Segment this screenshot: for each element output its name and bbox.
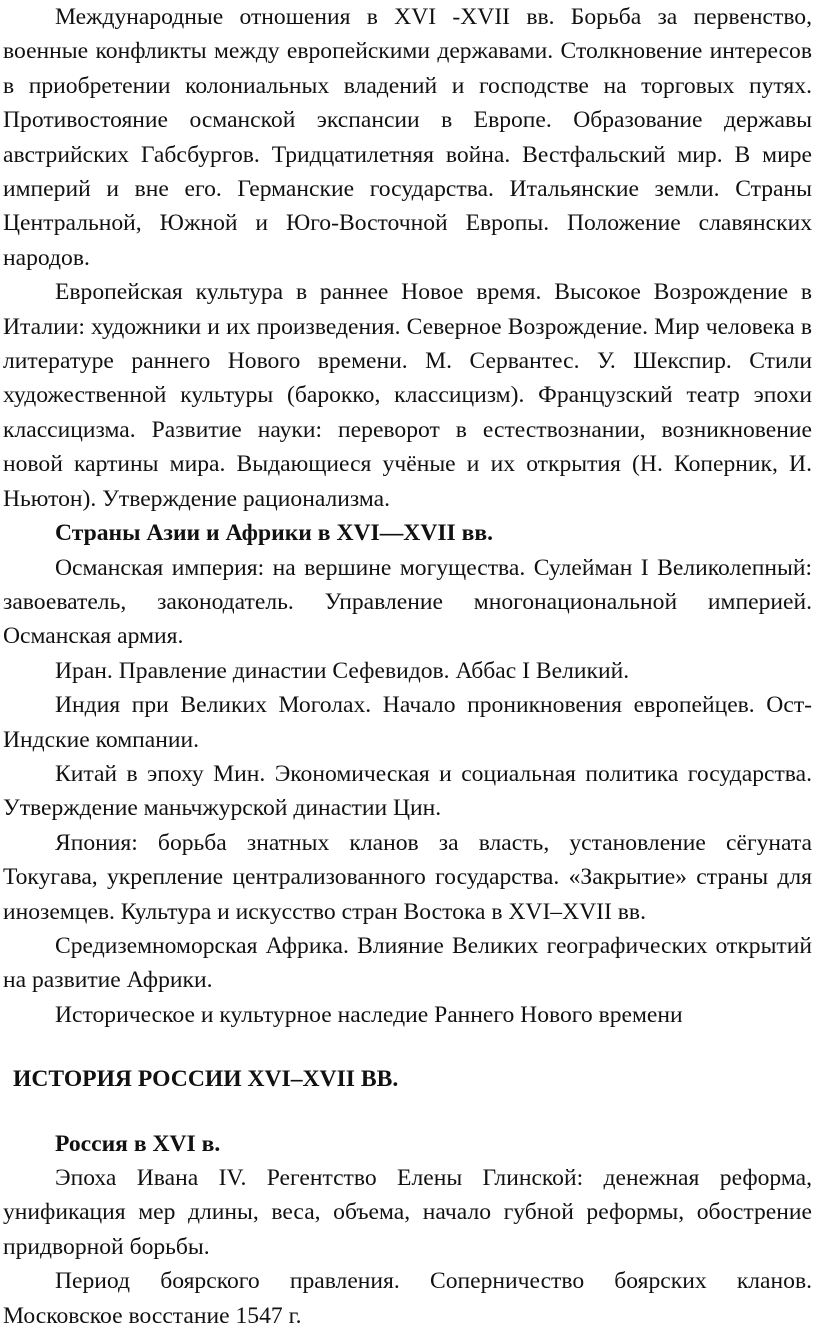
paragraph-india: Индия при Великих Моголах. Начало проникновения европейцев. Ост-Индские компании.	[3, 692, 812, 753]
heading-asia-africa: Страны Азии и Африки в XVI—XVII вв.	[55, 520, 494, 547]
paragraph-iran: Иран. Правление династии Сефевидов. Аббас I Великий.	[55, 657, 630, 684]
paragraph-china: Китай в эпоху Мин. Экономическая и социальная политика государства. Утверждение маньчжурской династии Цин.	[3, 760, 812, 822]
paragraph-boyar-rule: Период боярского правления. Соперничество боярских кланов. Московское восстание 1547 г.	[3, 1268, 812, 1329]
paragraph-heritage: Историческое и культурное наследие Раннего Нового времени	[55, 1001, 683, 1028]
paragraph-european-culture: Европейская культура в раннее Новое время. Высокое Возрождение в Италии: художники и их произведения. Северное Возрождение. Мир человека в литературе раннего Нового времени. М. Сервантес. У. Шекспир. Стили художественной культуры (барокко, классицизм). Французский театр эпохи классицизма. Развитие науки: переворот в естествознании, возникновение новой картины мира. Выдающиеся учёные и их открытия (Н. Коперник, И. Ньютон). Утверждение рационализма.	[3, 279, 812, 512]
paragraph-ivan-iv: Эпоха Ивана IV. Регентство Елены Глинской: денежная реформа, унификация мер длины, веса, объема, начало губной реформы, обострение придворной борьбы.	[3, 1165, 812, 1260]
section-title-russia-history: ИСТОРИЯ РОССИИ XVI–XVII ВВ.	[13, 1066, 399, 1093]
paragraph-international-relations: Международные отношения в XVI -XVII вв. Борьба за первенство, военные конфликты между европейскими державами. Столкновение интересов в приобретении колониальных владений и господстве на торговых путях. Противостояние османской экспансии в Европе. Образование державы австрийских Габсбургов. Тридцатилетняя война. Вестфальский мир. В мире империй и вне его. Германские государства. Итальянские земли. Страны Центральной, Южной и Юго-Восточной Европы. Положение славянских народов.	[3, 4, 812, 271]
paragraph-africa: Средиземноморская Африка. Влияние Великих географических открытий на развитие Африки.	[3, 932, 812, 994]
heading-russia-16th: Россия в XVI в.	[55, 1130, 221, 1157]
paragraph-ottoman-empire: Османская империя: на вершине могущества. Сулейман I Великолепный: завоеватель, законодатель. Управление многонациональной империей. Османская армия.	[3, 554, 812, 650]
paragraph-japan: Япония: борьба знатных кланов за власть, установление сёгуната Токугава, укрепление централизованного государства. «Закрытие» страны для иноземцев. Культура и искусство стран Востока в XVI–XVII вв.	[3, 829, 812, 925]
